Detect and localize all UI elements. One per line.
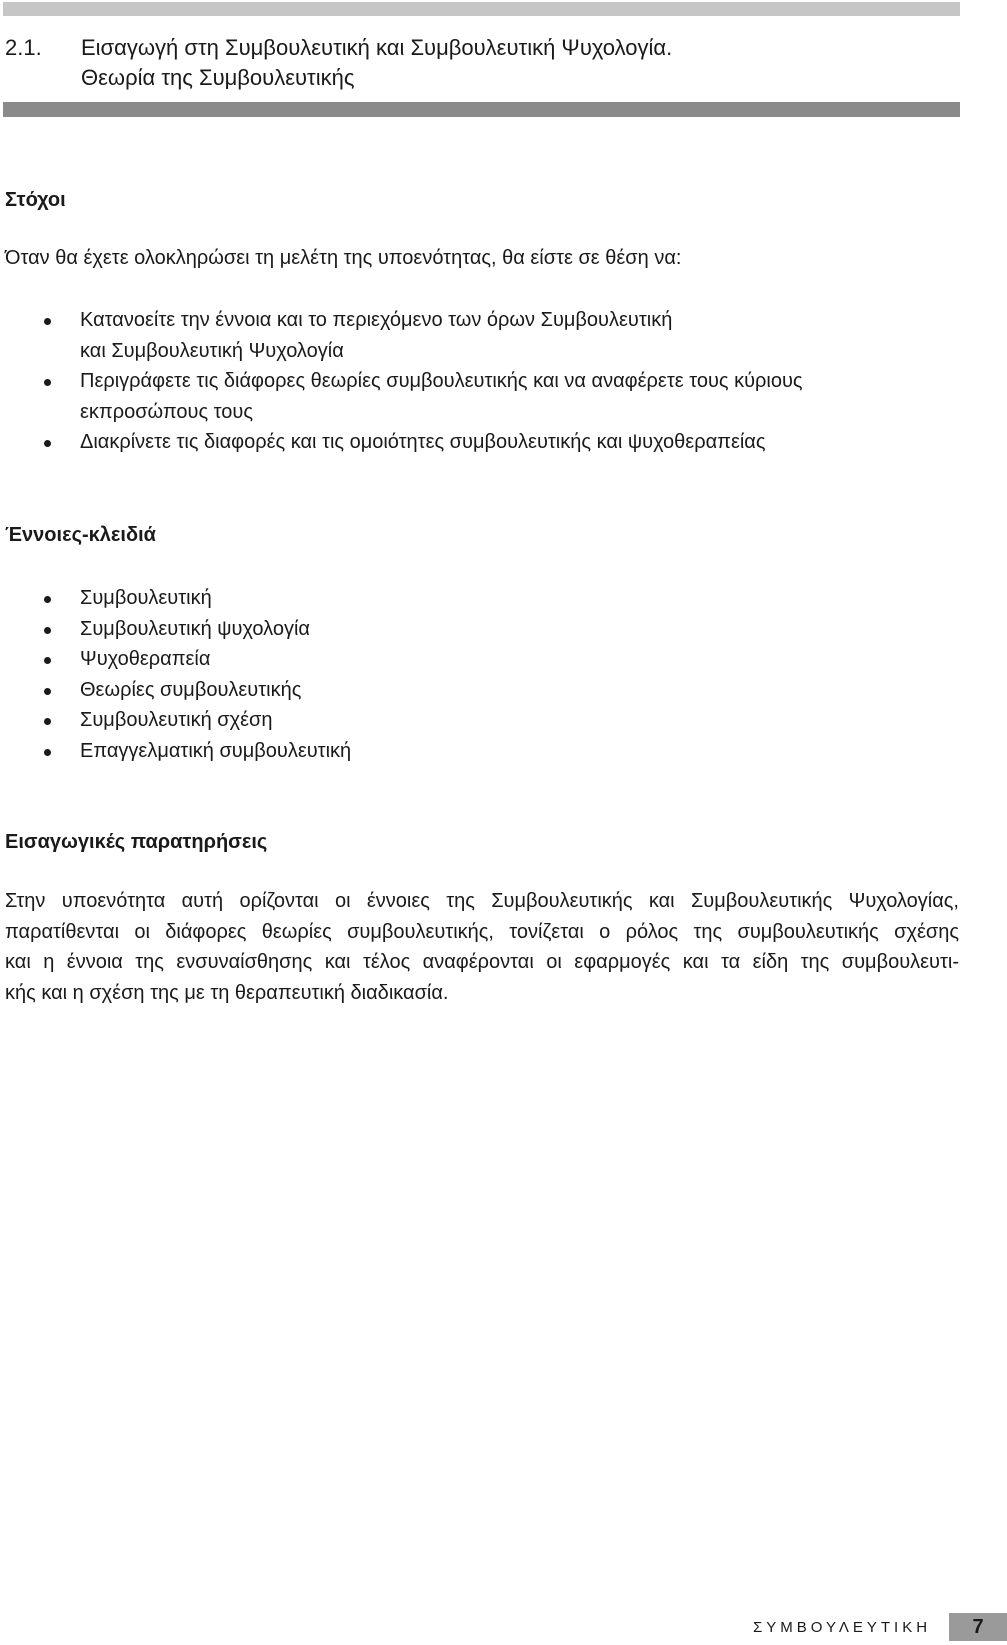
- introduction-title: Εισαγωγικές παρατηρήσεις: [5, 831, 268, 853]
- footer-book-title: ΣΥΜΒΟΥΛΕΥΤΙΚΗ: [753, 1618, 932, 1636]
- key-concepts-title: Έννοιες-κλειδιά: [5, 524, 156, 546]
- page-footer: [753, 1613, 1007, 1641]
- header-top-rule: [3, 2, 960, 16]
- bullet-icon: [44, 718, 51, 725]
- list-item: Συμβουλευτική: [0, 583, 880, 614]
- section-title-line-1: Εισαγωγή στη Συμβουλευτική και Συμβουλευτική Ψυχολογία.: [81, 35, 673, 60]
- section-title-line-2: Θεωρία της Συμβουλευτικής: [81, 65, 355, 90]
- bullet-icon: [44, 749, 51, 756]
- header-bottom-rule: [3, 102, 960, 117]
- bullet-icon: [44, 379, 51, 386]
- list-item: Συμβουλευτική σχέση: [0, 705, 880, 736]
- paragraph-line: Στην υποενότητα αυτή ορίζονται οι έννοιες της Συμβουλευτικής και Συμβουλευτικής Ψυχολογίας,: [5, 890, 959, 912]
- paragraph-line: κής και η σχέση της με τη θεραπευτική διαδικασία.: [5, 981, 449, 1004]
- page-number: 7: [949, 1613, 1007, 1641]
- list-item: Ψυχοθεραπεία: [0, 644, 880, 675]
- goals-list: [0, 305, 880, 458]
- bullet-icon: [44, 688, 51, 695]
- goals-intro: Όταν θα έχετε ολοκληρώσει τη μελέτη της υποενότητας, θα είστε σε θέση να:: [5, 247, 682, 269]
- bullet-icon: [44, 657, 51, 664]
- list-item: Συμβουλευτική ψυχολογία: [0, 614, 880, 645]
- list-item: Περιγράφετε τις διάφορες θεωρίες συμβουλευτικής και να αναφέρετε τους κύριους εκπροσώπους τους: [0, 366, 880, 427]
- section-title: [81, 33, 941, 93]
- bullet-icon: [44, 318, 51, 325]
- list-item: Κατανοείτε την έννοια και το περιεχόμενο των όρων Συμβουλευτική και Συμβουλευτική Ψυχολογία: [0, 305, 880, 366]
- list-item: Επαγγελματική συμβουλευτική: [0, 736, 880, 767]
- section-number: 2.1.: [5, 35, 42, 60]
- introduction-paragraph: [5, 886, 959, 1008]
- goals-title: Στόχοι: [5, 189, 66, 211]
- bullet-icon: [44, 440, 51, 447]
- paragraph-line: και η έννοια της ενσυναίσθησης και τέλος αναφέρονται οι εφαρμογές και τα είδη της συμβουλευτι-: [5, 951, 959, 973]
- bullet-icon: [44, 596, 51, 603]
- paragraph-line: παρατίθενται οι διάφορες θεωρίες συμβουλευτικής, τονίζεται ο ρόλος της συμβουλευτικής σχέσης: [5, 920, 959, 943]
- key-concepts-list: [0, 583, 880, 766]
- list-item: Διακρίνετε τις διαφορές και τις ομοιότητες συμβουλευτικής και ψυχοθεραπείας: [0, 427, 880, 458]
- list-item: Θεωρίες συμβουλευτικής: [0, 675, 880, 706]
- bullet-icon: [44, 627, 51, 634]
